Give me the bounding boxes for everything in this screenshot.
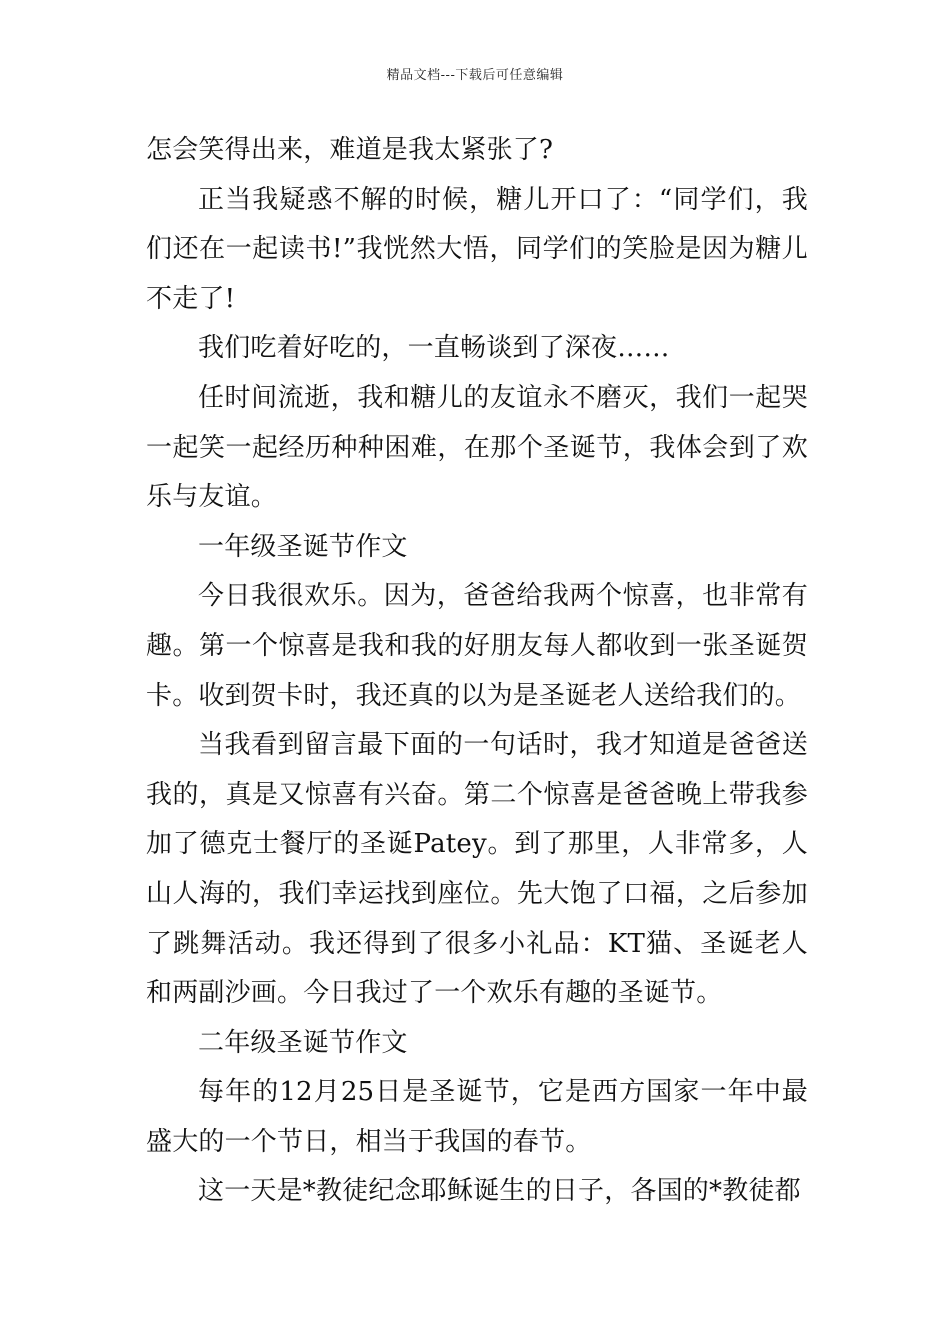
paragraph: 今日我很欢乐。因为，爸爸给我两个惊喜，也非常有趣。第一个惊喜是我和我的好朋友每人都收到一张圣诞贺卡。收到贺卡时，我还真的以为是圣诞老人送给我们的。 xyxy=(146,581,808,711)
document-body xyxy=(146,126,808,1217)
paragraph: 我们吃着好吃的，一直畅谈到了深夜…… xyxy=(198,333,670,364)
section-heading: 一年级圣诞节作文 xyxy=(198,531,408,562)
paragraph: 怎会笑得出来，难道是我太紧张了? xyxy=(146,135,554,165)
paragraph: 每年的12月25日是圣诞节，它是西方国家一年中最盛大的一个节日，相当于我国的春节。 xyxy=(146,1077,808,1157)
section-heading: 二年级圣诞节作文 xyxy=(198,1027,408,1058)
paragraph: 正当我疑惑不解的时候，糖儿开口了：“同学们，我们还在一起读书!”我恍然大悟，同学们的笑脸是因为糖儿不走了! xyxy=(146,184,808,314)
paragraph: 当我看到留言最下面的一句话时，我才知道是爸爸送我的，真是又惊喜有兴奋。第二个惊喜是爸爸晚上带我参加了德克士餐厅的圣诞Patey。到了那里，人非常多，人山人海的，我们幸运找到座位。先大饱了口福，之后参加了跳舞活动。我还得到了很多小礼品：KT猫、圣诞老人和两副沙画。今日我过了一个欢乐有趣的圣诞节。 xyxy=(146,730,808,1009)
paragraph: 这一天是*教徒纪念耶稣诞生的日子，各国的*教徒都 xyxy=(198,1176,801,1207)
paragraph: 任时间流逝，我和糖儿的友谊永不磨灭，我们一起哭一起笑一起经历种种困难，在那个圣诞节，我体会到了欢乐与友谊。 xyxy=(146,382,808,513)
page-header: 精品文档---下载后可任意编辑 xyxy=(386,68,564,83)
